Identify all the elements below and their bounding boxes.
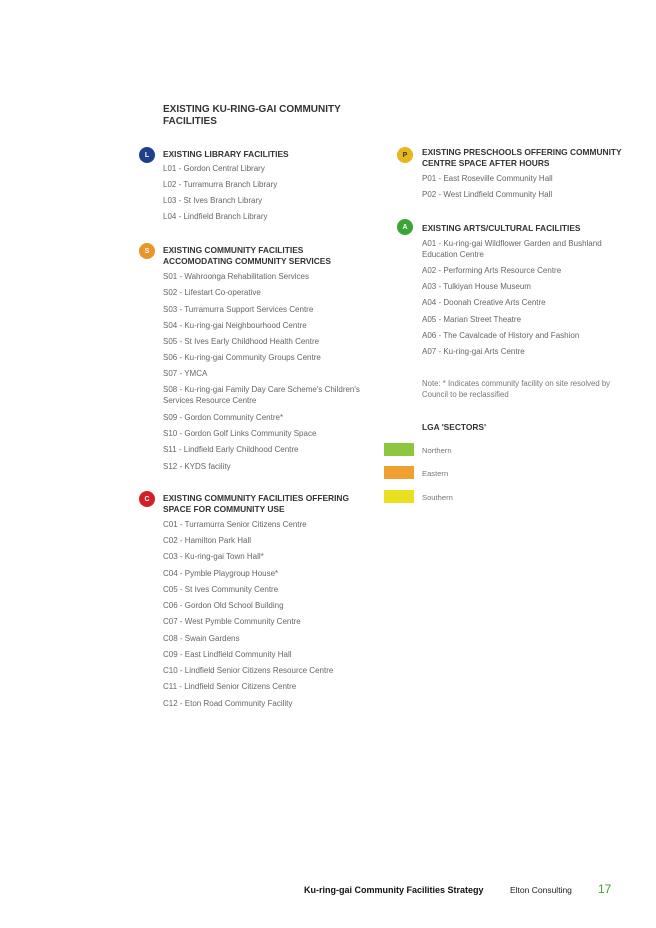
list-item: L01 - Gordon Central Library xyxy=(163,164,265,173)
page-title: EXISTING KU-RING-GAI COMMUNITY FACILITIES xyxy=(163,104,341,127)
list-item: C04 - Pymble Playgroup House* xyxy=(163,569,279,578)
northern-label: Northern xyxy=(422,446,452,455)
arts-heading: EXISTING ARTS/CULTURAL FACILITIES xyxy=(422,223,581,233)
list-item: C11 - Lindfield Senior Citizens Centre xyxy=(163,682,297,691)
list-item: A06 - The Cavalcade of History and Fashion xyxy=(422,331,580,340)
library-heading: EXISTING LIBRARY FACILITIES xyxy=(163,149,289,159)
list-item: A07 - Ku-ring-gai Arts Centre xyxy=(422,347,525,356)
list-item: S08 - Ku-ring-gai Family Day Care Scheme's Children's Services Resource Centre xyxy=(163,385,360,405)
space-badge: C xyxy=(139,491,155,507)
preschool-badge: P xyxy=(397,147,413,163)
sectors-heading: LGA 'SECTORS' xyxy=(422,422,487,432)
footer-organisation: Elton Consulting xyxy=(510,885,572,895)
southern-label: Southern xyxy=(422,493,453,502)
eastern-swatch xyxy=(384,466,414,479)
list-item: S12 - KYDS facility xyxy=(163,462,231,471)
reclassification-note: Note: * Indicates community facility on site resolved by Council to be reclassified xyxy=(422,379,611,399)
list-item: L04 - Lindfield Branch Library xyxy=(163,212,268,221)
list-item: C06 - Gordon Old School Building xyxy=(163,601,284,610)
list-item: P01 - East Roseville Community Hall xyxy=(422,174,553,183)
list-item: A02 - Performing Arts Resource Centre xyxy=(422,266,562,275)
community-heading: EXISTING COMMUNITY FACILITIES ACCOMODATING COMMUNITY SERVICES xyxy=(163,245,331,266)
list-item: A05 - Marian Street Theatre xyxy=(422,315,522,324)
list-item: L02 - Turramurra Branch Library xyxy=(163,180,278,189)
list-item: C12 - Eton Road Community Facility xyxy=(163,699,293,708)
arts-badge: A xyxy=(397,219,413,235)
library-badge: L xyxy=(139,147,155,163)
list-item: C01 - Turramurra Senior Citizens Centre xyxy=(163,520,307,529)
list-item: C09 - East Lindfield Community Hall xyxy=(163,650,292,659)
list-item: S02 - Lifestart Co-operative xyxy=(163,288,261,297)
list-item: S10 - Gordon Golf Links Community Space xyxy=(163,429,317,438)
list-item: A01 - Ku-ring-gai Wildflower Garden and Bushland Education Centre xyxy=(422,239,602,259)
list-item: C07 - West Pymble Community Centre xyxy=(163,617,301,626)
list-item: S01 - Wahroonga Rehabilitation Services xyxy=(163,272,310,281)
list-item: C02 - Hamilton Park Hall xyxy=(163,536,252,545)
list-item: C03 - Ku-ring-gai Town Hall* xyxy=(163,552,264,561)
list-item: A03 - Tulkiyan House Museum xyxy=(422,282,531,291)
list-item: C08 - Swain Gardens xyxy=(163,634,240,643)
list-item: S07 - YMCA xyxy=(163,369,208,378)
northern-swatch xyxy=(384,443,414,456)
list-item: P02 - West Lindfield Community Hall xyxy=(422,190,553,199)
southern-swatch xyxy=(384,490,414,503)
list-item: C05 - St Ives Community Centre xyxy=(163,585,279,594)
list-item: S09 - Gordon Community Centre* xyxy=(163,413,284,422)
list-item: C10 - Lindfield Senior Citizens Resource Centre xyxy=(163,666,334,675)
list-item: L03 - St Ives Branch Library xyxy=(163,196,263,205)
space-heading: EXISTING COMMUNITY FACILITIES OFFERING SPACE FOR COMMUNITY USE xyxy=(163,493,349,514)
page-number: 17 xyxy=(598,882,612,896)
list-item: A04 - Doonah Creative Arts Centre xyxy=(422,298,546,307)
eastern-label: Eastern xyxy=(422,469,449,478)
community-badge: S xyxy=(139,243,155,259)
list-item: S11 - Lindfield Early Childhood Centre xyxy=(163,445,299,454)
preschool-heading: EXISTING PRESCHOOLS OFFERING COMMUNITY CENTRE SPACE AFTER HOURS xyxy=(422,147,622,168)
list-item: S06 - Ku-ring-gai Community Groups Centre xyxy=(163,353,321,362)
list-item: S03 - Turramurra Support Services Centre xyxy=(163,305,314,314)
footer-document-title: Ku-ring-gai Community Facilities Strategy xyxy=(304,885,484,895)
list-item: S04 - Ku-ring-gai Neighbourhood Centre xyxy=(163,321,307,330)
list-item: S05 - St Ives Early Childhood Health Centre xyxy=(163,337,320,346)
